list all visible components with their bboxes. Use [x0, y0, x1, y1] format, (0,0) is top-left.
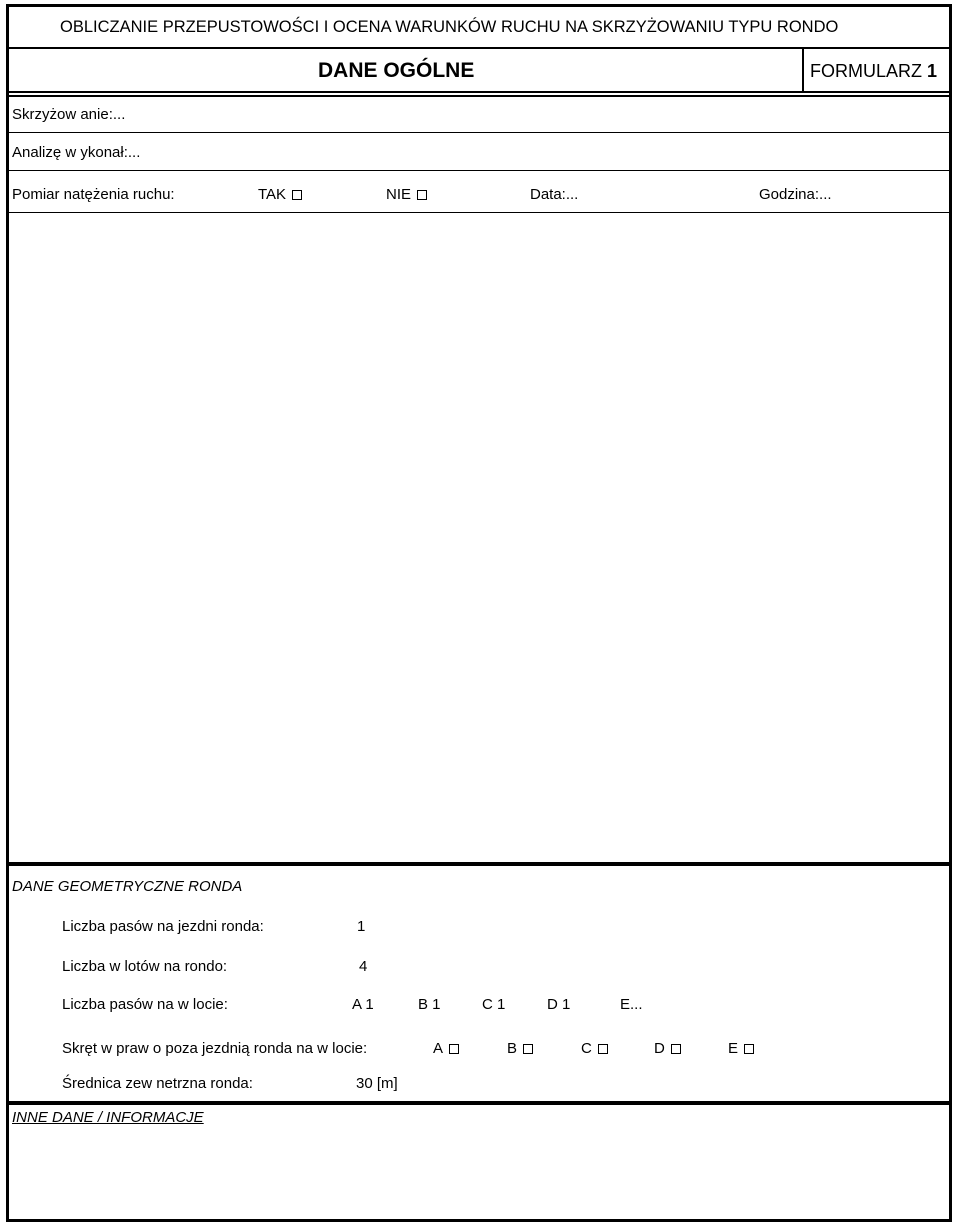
right-turn-d-checkbox[interactable]: [671, 1044, 681, 1054]
right-turn-e-label: E: [728, 1040, 739, 1057]
entries-value[interactable]: 4: [359, 958, 368, 975]
ring-lanes-value[interactable]: 1: [357, 918, 366, 935]
header-divider-top: [9, 91, 949, 93]
time-field[interactable]: Godzina:...: [759, 186, 832, 203]
right-turn-b-label: B: [507, 1040, 518, 1057]
right-turn-label: Skręt w praw o poza jezdnią ronda na w locie:: [62, 1040, 368, 1057]
yes-label: TAK: [258, 186, 287, 203]
diameter-value[interactable]: 30 [m]: [356, 1075, 398, 1092]
other-divider: [9, 1101, 949, 1105]
entries-label: Liczba w lotów na rondo:: [62, 958, 228, 975]
intersection-divider: [9, 132, 949, 133]
traffic-measurement-label: Pomiar natężenia ruchu:: [12, 186, 175, 203]
entry-lanes-b[interactable]: B 1: [418, 996, 441, 1013]
intersection-field[interactable]: Skrzyżow anie:...: [12, 106, 126, 123]
right-turn-c[interactable]: [581, 1040, 608, 1058]
traffic-no-option[interactable]: [386, 186, 427, 204]
analyst-field[interactable]: Analizę w ykonał:...: [12, 144, 141, 161]
right-turn-b[interactable]: [507, 1040, 533, 1058]
right-turn-a[interactable]: [433, 1040, 459, 1058]
form-number-value: 1: [927, 61, 938, 81]
entry-lanes-a[interactable]: A 1: [352, 996, 374, 1013]
form-label: FORMULARZ: [810, 61, 922, 81]
right-turn-a-label: A: [433, 1040, 444, 1057]
no-label: NIE: [386, 186, 412, 203]
form-title: OBLICZANIE PRZEPUSTOWOŚCI I OCENA WARUNKÓW RUCHU NA SKRZYŻOWANIU TYPU RONDO: [60, 18, 839, 36]
ring-lanes-label: Liczba pasów na jezdni ronda:: [62, 918, 264, 935]
header-divider-bottom: [9, 95, 949, 97]
right-turn-a-checkbox[interactable]: [449, 1044, 459, 1054]
other-info-area[interactable]: [9, 1130, 949, 1218]
right-turn-b-checkbox[interactable]: [523, 1044, 533, 1054]
entry-lanes-c[interactable]: C 1: [482, 996, 506, 1013]
right-turn-c-checkbox[interactable]: [598, 1044, 608, 1054]
right-turn-d[interactable]: [654, 1040, 681, 1058]
sketch-area[interactable]: [9, 213, 949, 861]
no-checkbox[interactable]: [417, 190, 427, 200]
right-turn-c-label: C: [581, 1040, 592, 1057]
right-turn-e-checkbox[interactable]: [744, 1044, 754, 1054]
right-turn-e[interactable]: [728, 1040, 754, 1058]
date-field[interactable]: Data:...: [530, 186, 579, 203]
entry-lanes-e[interactable]: E...: [620, 996, 643, 1013]
right-turn-d-label: D: [654, 1040, 665, 1057]
diameter-label: Średnica zew netrzna ronda:: [62, 1075, 253, 1092]
form-number-divider: [802, 49, 804, 91]
entry-lanes-label: Liczba pasów na w locie:: [62, 996, 228, 1013]
geometry-divider: [9, 862, 949, 866]
entry-lanes-d[interactable]: D 1: [547, 996, 571, 1013]
form-number: [810, 61, 937, 81]
yes-checkbox[interactable]: [292, 190, 302, 200]
section-title: DANE OGÓLNE: [318, 59, 475, 82]
other-heading: INNE DANE / INFORMACJE: [12, 1109, 204, 1126]
analyst-divider: [9, 170, 949, 171]
traffic-yes-option[interactable]: [258, 186, 302, 204]
title-divider: [9, 47, 949, 49]
geometry-heading: DANE GEOMETRYCZNE RONDA: [12, 878, 243, 895]
